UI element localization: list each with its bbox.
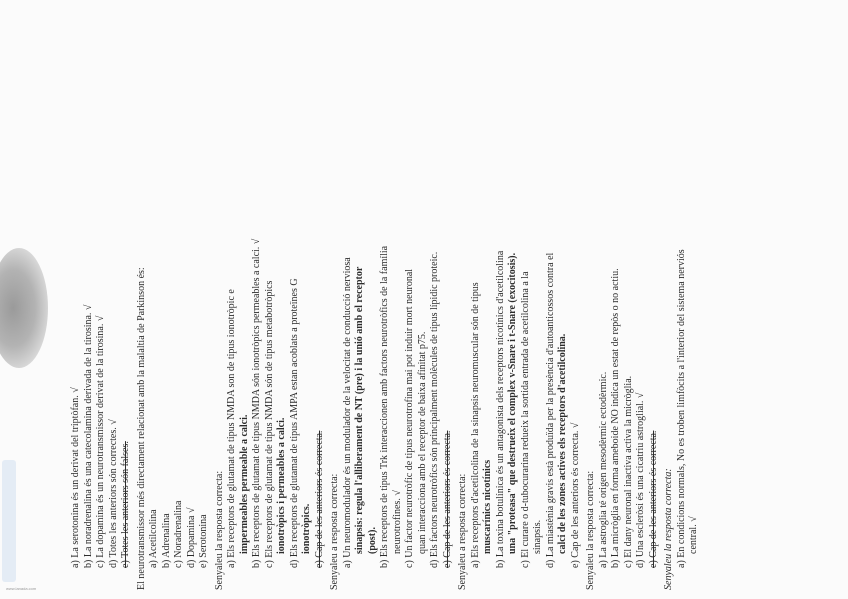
question-line: El neurotransmissor més directament relacionat amb la malaltia de Parkinson és: <box>135 267 147 590</box>
answer-line: a) Els receptors d'acetilcolina de la sinapsis neuromuscular són de tipus <box>469 282 481 568</box>
answer-line: c) El curare o d-tubocurarina redueix la sortida entrada de acetilcolina a la <box>519 271 531 568</box>
answer-line: d) La miastènia gravis està produïda per la presència d'autoanticossos contra el <box>544 252 556 568</box>
answer-continuation: impermeables permeable a calci. <box>238 414 250 554</box>
answer-continuation: ionotròpics. <box>301 503 312 554</box>
answer-line: b) La noradrenalina és una catecolamina derivada de la tirosina. √ <box>82 304 94 568</box>
rotated-document <box>70 20 848 590</box>
answer-continuation: muscarínics nicotínics <box>482 459 493 554</box>
answer-line: e) Cap de les anteriors és correcta. √ <box>569 422 581 568</box>
answer-line: a) Un neuromodulador és un modulador de la velocitat de conducció nerviosa <box>341 257 353 568</box>
answer-line-struck: e) Cap de les anteriors és correcta. <box>441 430 453 568</box>
question-line: Senyaleu la resposta correcta: <box>663 468 674 590</box>
answer-line: c) Els receptors de glutamat de tipus NMDA són de tipus metabotròpics <box>263 280 275 568</box>
viewer-frame-strip <box>2 460 16 582</box>
answer-line-struck: e) Cap de les anteriors és correcta. <box>647 430 659 568</box>
answer-line: e) Serotonina <box>198 514 209 568</box>
question-line: Senyaleu la resposta correcta: <box>585 470 596 590</box>
answer-line: a) La astroglia té origen mesodèrmic ectodèrmic. <box>597 371 609 568</box>
question-line: Senyaleu a resposta correcta: <box>329 473 340 590</box>
answer-line: c) Un factor neurotròfic de tipus neurotrofina mai pot induir mort neuronal <box>404 268 415 568</box>
answer-line: d) Dopamina √ <box>185 507 197 568</box>
answer-line: b) La toxina botulínica és un antagonista dels receptors nicotínics d'acetilcolina <box>494 250 506 568</box>
answer-line: a) Els receptors de glutamat de tipus NMDA son de tipus ionotròpic e <box>226 289 237 568</box>
answer-continuation: una "proteasa" que destrueix el complex v-Snare i t-Snare (exocitosis). <box>507 252 518 554</box>
answer-line: a) La serotonina és un derivat del triptòfan. √ <box>70 387 81 568</box>
answer-line: a) En condicions normals, No es troben limfòcits a l'interior del sistema nerviós <box>675 249 687 568</box>
answer-continuation: sinapsis. <box>532 519 543 554</box>
answer-line: b) La micròglia en forma ameboide NO indica un estat de repòs o no actiu. <box>610 268 621 568</box>
answer-continuation: neurotrofines. √ <box>391 490 403 554</box>
answer-line-struck: e) Totes les anteriors són falses. <box>120 441 131 568</box>
answer-line: a) Acetilcolina <box>148 509 159 568</box>
answer-continuation: central. √ <box>688 516 699 554</box>
answer-line: b) Adrenalina <box>160 513 172 568</box>
answer-continuation: quan interacciona amb el receptor de baixa afinitat p75. <box>416 331 428 554</box>
answer-continuation: sinapsis: regula l'alliberament de NT (pre) i la unió amb el receptor <box>354 266 365 554</box>
answer-line: b) Els receptors de glutamat de tipus NMDA són ionotròpics permeables a calci. √ <box>251 238 262 568</box>
answer-line: c) Noradrenalina <box>173 500 184 568</box>
answer-line: b) Els receptors de tipus Trk interaccionen amb factors neurotròfics de la família <box>379 245 390 568</box>
answer-line: d) Els factors neurotròfics són principalment molècules de tipus lípidic proteic. <box>429 251 440 568</box>
answer-continuation: (post). <box>366 527 378 554</box>
answer-line: d) Totes les anteriors són correctes. √ <box>107 419 119 568</box>
answer-line: d) Els receptors de glutamat de tipus AMPA estan acoblats a proteïnes G <box>288 278 300 568</box>
answer-line: c) La dopamina és un neurotransmissor derivat de la tirosina. √ <box>95 315 106 568</box>
answer-continuation: calci de les zones actives els receptors d'acetilcolina. <box>557 333 568 554</box>
viewer-frame-label: www.lanada.com <box>6 586 37 591</box>
answer-line-struck: e) Cap de les anteriors és correcta. <box>313 430 325 568</box>
answer-line: c) El dany neuronal inactiva activa la micròglia. <box>622 375 634 568</box>
answer-continuation: ionotròpics i permeables a calci. <box>276 417 287 554</box>
question-line: Senyaleu a resposta correcta: <box>457 473 468 590</box>
answer-line: d) Una escleròsi és una cicatriu astroglial. √ <box>635 392 646 568</box>
thumb-shadow <box>0 248 48 368</box>
question-line: Senyaleu la resposta correcta: <box>213 470 225 590</box>
